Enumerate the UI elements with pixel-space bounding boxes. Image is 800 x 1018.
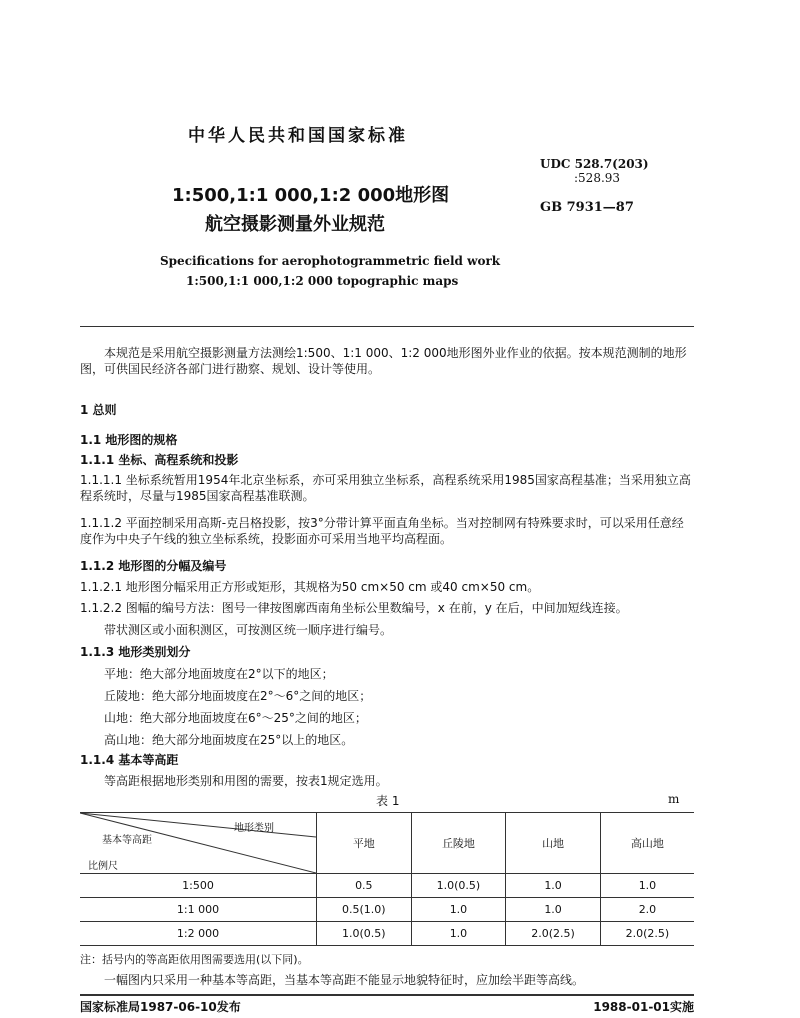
table-cell: 1:1 000 <box>80 898 317 922</box>
section-1-1-heading: 1.1 地形图的规格 <box>80 433 178 447</box>
table-header-cell: 山地 <box>506 813 601 874</box>
table-header-cell: 丘陵地 <box>411 813 506 874</box>
terrain-item-mountain: 山地：绝大部分地面坡度在6°～25°之间的地区； <box>104 711 367 725</box>
table-unit: m <box>668 792 680 806</box>
clause-1-1-2-2-continued: 带状测区或小面积测区，可按测区统一顺序进行编号。 <box>104 623 393 637</box>
table-note: 注：括号内的等高距依用图需要选用(以下同)。 <box>80 953 309 966</box>
table-cell: 1.0(0.5) <box>317 922 412 946</box>
document-title-line1: 1:500,1:1 000,1:2 000地形图 <box>172 185 450 206</box>
table-cell: 0.5(1.0) <box>317 898 412 922</box>
clause-1-1-4: 等高距根据地形类别和用图的需要，按表1规定选用。 <box>104 774 388 788</box>
after-table-paragraph: 一幅图内只采用一种基本等高距，当基本等高距不能显示地貌特征时，应加绘半距等高线。 <box>104 973 585 987</box>
table-caption: 表 1 <box>376 794 400 808</box>
diag-label-terrain: 地形类别 <box>234 823 274 834</box>
table-cell: 1.0(0.5) <box>411 874 506 898</box>
table-row <box>80 874 694 898</box>
table-header-cell: 平地 <box>317 813 412 874</box>
udc-line1: UDC 528.7(203) <box>540 157 649 171</box>
table-header-cell: 高山地 <box>600 813 694 874</box>
section-1-1-2-heading: 1.1.2 地形图的分幅及编号 <box>80 559 227 573</box>
table-row <box>80 898 694 922</box>
header-divider <box>80 326 694 327</box>
table-cell: 2.0(2.5) <box>506 922 601 946</box>
table-cell: 2.0(2.5) <box>600 922 694 946</box>
footer-divider <box>80 994 694 996</box>
table-cell: 1.0 <box>411 922 506 946</box>
footer <box>80 998 694 1015</box>
udc-code <box>540 157 649 185</box>
table-cell: 0.5 <box>317 874 412 898</box>
terrain-item-high-mountain: 高山地：绝大部分地面坡度在25°以上的地区。 <box>104 733 354 747</box>
table-diagonal-header-cell <box>80 813 317 874</box>
intro-paragraph: 本规范是采用航空摄影测量方法测绘1:500、1:1 000、1:2 000地形图外业作业的依据。按本规范测制的地形图，可供国民经济各部门进行勘察、规划、设计等使用。 <box>80 346 687 376</box>
contour-interval-table <box>80 812 694 946</box>
issue-date: 国家标准局1987-06-10发布 <box>80 1000 241 1014</box>
effective-date: 1988-01-01实施 <box>593 1000 694 1014</box>
english-title-line2: 1:500,1:1 000,1:2 000 topographic maps <box>186 274 459 288</box>
clause-1-1-1-2: 1.1.1.2 平面控制采用高斯-克吕格投影，按3°分带计算平面直角坐标。当对控制网有特殊要求时，可以采用任意经度作为中央子午线的独立坐标系统，投影面亦可采用当地平均高程面。 <box>80 516 684 546</box>
section-1-1-4-heading: 1.1.4 基本等高距 <box>80 753 179 767</box>
document-title-line2: 航空摄影测量外业规范 <box>205 214 385 235</box>
national-standard-heading: 中华人民共和国国家标准 <box>188 126 408 146</box>
section-1-1-1-heading: 1.1.1 坐标、高程系统和投影 <box>80 453 239 467</box>
section-1-1-3-heading: 1.1.3 地形类别划分 <box>80 645 191 659</box>
diag-label-scale: 比例尺 <box>88 861 118 872</box>
table-cell: 1.0 <box>411 898 506 922</box>
table-cell: 1:2 000 <box>80 922 317 946</box>
gb-number: GB 7931—87 <box>540 200 634 215</box>
section-1-heading: 1 总则 <box>80 403 117 417</box>
table-row <box>80 922 694 946</box>
clause-1-1-2-2: 1.1.2.2 图幅的编号方法：图号一律按图廓西南角坐标公里数编号，x 在前，y 在后，中间加短线连接。 <box>80 601 628 615</box>
udc-line2: :528.93 <box>574 171 621 185</box>
table-cell: 1.0 <box>506 874 601 898</box>
terrain-item-hilly: 丘陵地：绝大部分地面坡度在2°～6°之间的地区； <box>104 689 372 703</box>
english-title-line1: Specifications for aerophotogrammetric field work <box>160 254 501 268</box>
terrain-item-flat: 平地：绝大部分地面坡度在2°以下的地区； <box>104 667 334 681</box>
clause-1-1-2-1: 1.1.2.1 地形图分幅采用正方形或矩形，其规格为50 cm×50 cm 或40 cm×50 cm。 <box>80 580 540 594</box>
diag-label-interval: 基本等高距 <box>102 835 152 846</box>
table-cell: 1.0 <box>600 874 694 898</box>
clause-1-1-1-1: 1.1.1.1 坐标系统暂用1954年北京坐标系，亦可采用独立坐标系，高程系统采用1985国家高程基准；当采用独立高程系统时，尽量与1985国家高程基准联测。 <box>80 473 691 503</box>
table-cell: 2.0 <box>600 898 694 922</box>
table-cell: 1.0 <box>506 898 601 922</box>
table-cell: 1:500 <box>80 874 317 898</box>
